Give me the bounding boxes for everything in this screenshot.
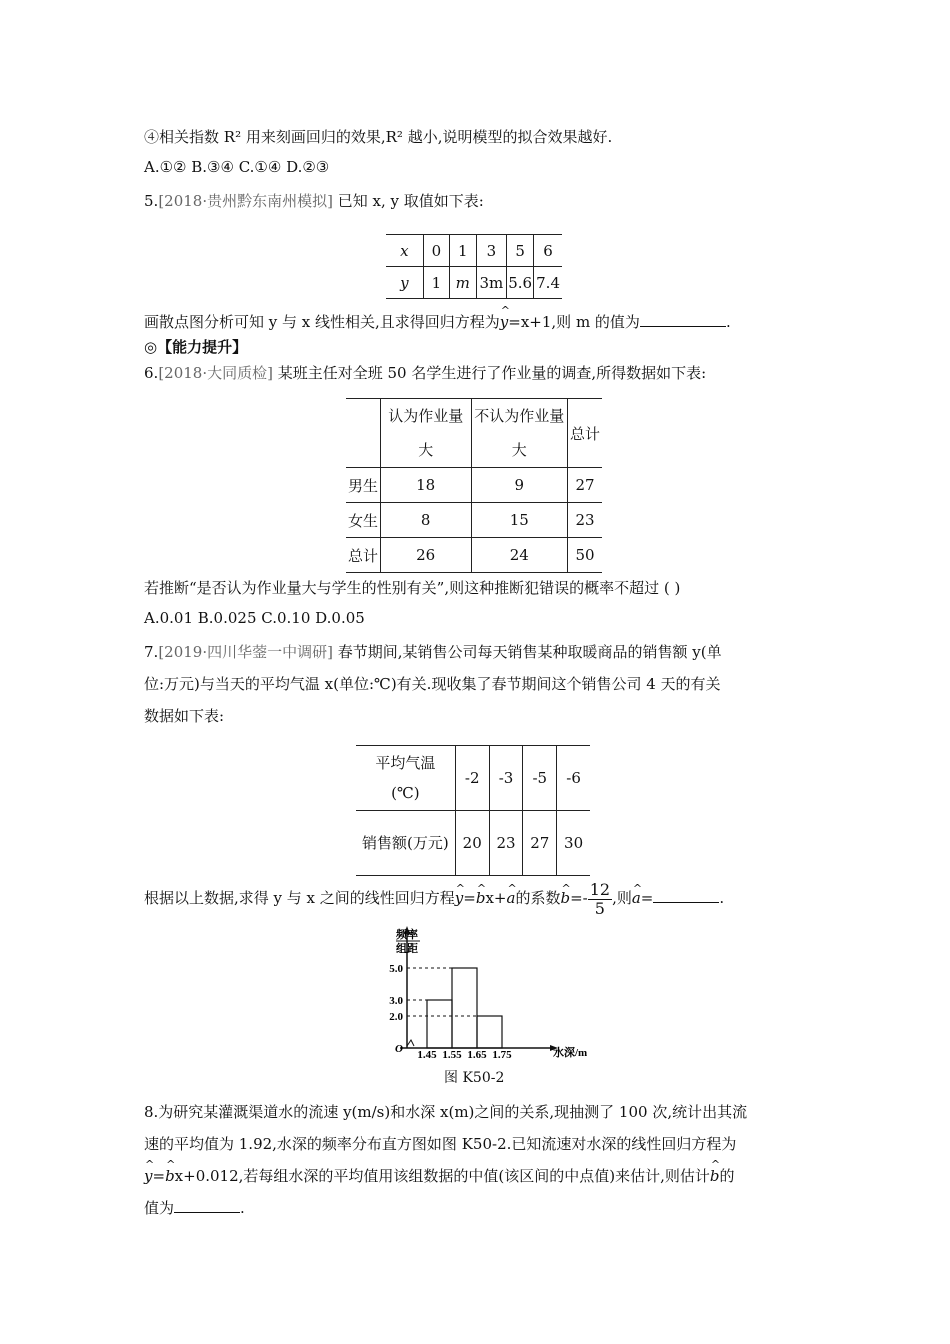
q5-row-y [386,267,562,299]
table-cell: 24 [471,538,568,573]
table-cell: 9 [471,468,568,503]
table-cell: -6 [557,746,590,811]
q6-header-row [346,399,602,468]
table-cell: 26 [380,538,471,573]
axis-break [407,1040,414,1046]
x-tick-label: 1.65 [467,1049,487,1060]
x-tick-label: 1.55 [442,1049,462,1060]
q7-coef-text: 的系数 [515,889,561,907]
fraction-denominator: 5 [594,898,605,918]
table-cell: 8 [380,503,471,538]
q8-line4 [144,1197,245,1218]
table-cell: 总计 [346,538,380,573]
b-hat: b ^ [710,1167,720,1185]
table-cell: x [386,235,423,267]
q7-end: . [719,889,725,907]
table-cell: 0 [423,235,449,267]
histogram-figure [360,920,590,1060]
q7-after-text: 根据以上数据,求得 y 与 x 之间的线性回归方程 [144,889,455,907]
q7-line3: 数据如下表: [144,707,225,725]
q4-options: A.①② B.③④ C.①④ D.②③ [144,158,330,176]
table-cell: 1 [450,235,476,267]
table-row [346,538,602,573]
table-cell [346,399,380,468]
q8-line3 [144,1165,735,1186]
q7-line1-text: 春节期间,某销售公司每天销售某种取暖商品的销售额 y(单 [337,643,722,661]
q8-line1: 8.为研究某灌溉渠道水的流速 y(m/s)和水深 x(m)之间的关系,现抽测了 100 次,统计出其流 [144,1103,748,1121]
y-hat: y ^ [455,880,463,916]
q5-table [386,234,562,299]
q7-line2: 位:万元)与当天的平均气温 x(单位:℃)有关.现收集了春节期间这个销售公司 4 天的有关 [144,675,721,693]
y-label-top: 频率 [396,929,418,941]
q7-eq: =- [570,889,588,907]
table-cell: 50 [568,538,602,573]
q5-stem [144,190,484,211]
q8-line2: 速的平均值为 1.92,水深的频率分布直方图如图 K50-2.已知流速对水深的线性回归方程为 [144,1135,737,1153]
table-cell: 20 [455,811,489,876]
q7-then: ,则 [612,889,632,907]
table-cell: -2 [455,746,489,811]
y-hat: y ^ [500,313,508,331]
q7-table [356,745,590,876]
table-cell: -5 [523,746,557,811]
table-cell: 15 [471,503,568,538]
table-cell: 5.6 [507,267,534,299]
q7-number: 7. [144,643,159,661]
q7-eq: x+ [485,889,507,907]
answer-blank[interactable] [640,312,726,327]
table-cell: 23 [489,811,523,876]
q6-question: 若推断“是否认为作业量大与学生的性别有关”,则这种推断犯错误的概率不超过 ( ) [144,579,681,597]
table-cell: 30 [557,811,590,876]
q5-number: 5. [144,192,159,210]
fraction-numerator: 12 [589,879,611,899]
q7-after [144,880,724,918]
section-heading: ◎【能力提升】 [144,338,248,356]
q5-after-eq: =x+1,则 m 的值为 [508,313,640,331]
q8-line4-text: 值为 [144,1199,175,1217]
q6-source: [2018·大同质检] [158,364,273,382]
q6-options: A.0.01 B.0.025 C.0.10 D.0.05 [144,609,365,627]
table-cell: 23 [568,503,602,538]
a-hat: a ^ [632,880,641,916]
fraction [588,881,612,918]
a-hat: a ^ [506,880,515,916]
histogram-bar [427,1000,452,1048]
table-cell: 27 [523,811,557,876]
table-row [356,811,590,876]
table-cell: 女生 [346,503,380,538]
q5-stem-text: 已知 x, y 取值如下表: [337,192,484,210]
table-row [346,503,602,538]
q4-item4: ④相关指数 R² 用来刻画回归的效果,R² 越小,说明模型的拟合效果越好. [144,128,613,146]
histogram-bar [452,968,477,1048]
y-hat: y ^ [144,1167,152,1185]
table-header: 平均气温(℃) [356,746,455,811]
q8-eq: = [152,1167,166,1185]
x-label: 水深/m [553,1047,588,1059]
histogram-bar [477,1016,502,1048]
q6-stem-text: 某班主任对全班 50 名学生进行了作业量的调查,所得数据如下表: [277,364,707,382]
table-cell: 1 [423,267,449,299]
figure-caption: 图 K50-2 [444,1070,505,1086]
x-tick-label: 1.45 [417,1049,437,1060]
y-tick-label: 5.0 [389,963,403,975]
q5-after-text: 画散点图分析可知 y 与 x 线性相关,且求得回归方程为 [144,313,500,331]
table-cell: 3 [476,235,507,267]
q6-stem [144,362,706,383]
q8-line3-text: x+0.012,若每组水深的平均值用该组数据的中值(该区间的中点值)来估计,则估计 [174,1167,710,1185]
table-header: 认为作业量大 [380,399,471,468]
q7-source: [2019·四川华蓥一中调研] [158,643,333,661]
y-tick-label: 2.0 [389,1011,403,1023]
table-cell: 6 [534,235,562,267]
table-cell: 男生 [346,468,380,503]
b-hat: b ^ [560,880,570,916]
table-cell: 5 [507,235,534,267]
table-cell: 3m [476,267,507,299]
table-header: 销售额(万元) [356,811,455,876]
answer-blank[interactable] [653,888,719,903]
q8-line3-end: 的 [719,1167,735,1185]
q7-eq: = [640,889,654,907]
b-hat: b ^ [476,880,486,916]
table-cell: y [386,267,423,299]
y-tick-label: 3.0 [389,995,403,1007]
q5-after-end: . [725,313,731,331]
origin-label: O [395,1043,403,1055]
q5-source: [2018·贵州黔东南州模拟] [158,192,333,210]
q6-number: 6. [144,364,159,382]
answer-blank[interactable] [174,1198,240,1213]
table-cell: -3 [489,746,523,811]
table-header: 不认为作业量大 [471,399,568,468]
q5-row-x [386,235,562,267]
table-cell: 27 [568,468,602,503]
q7-line1 [144,641,722,662]
table-cell: 7.4 [534,267,562,299]
table-cell: m [450,267,476,299]
q8-line4-end: . [240,1199,245,1217]
q5-after [144,311,731,332]
table-header: 总计 [568,399,602,468]
q6-table [346,398,602,573]
q7-eq: = [463,889,476,907]
y-label-bottom: 组距 [396,943,418,955]
table-row [346,468,602,503]
table-row [356,746,590,811]
x-tick-label: 1.75 [492,1049,512,1060]
b-hat: b ^ [165,1167,175,1185]
table-cell: 18 [380,468,471,503]
